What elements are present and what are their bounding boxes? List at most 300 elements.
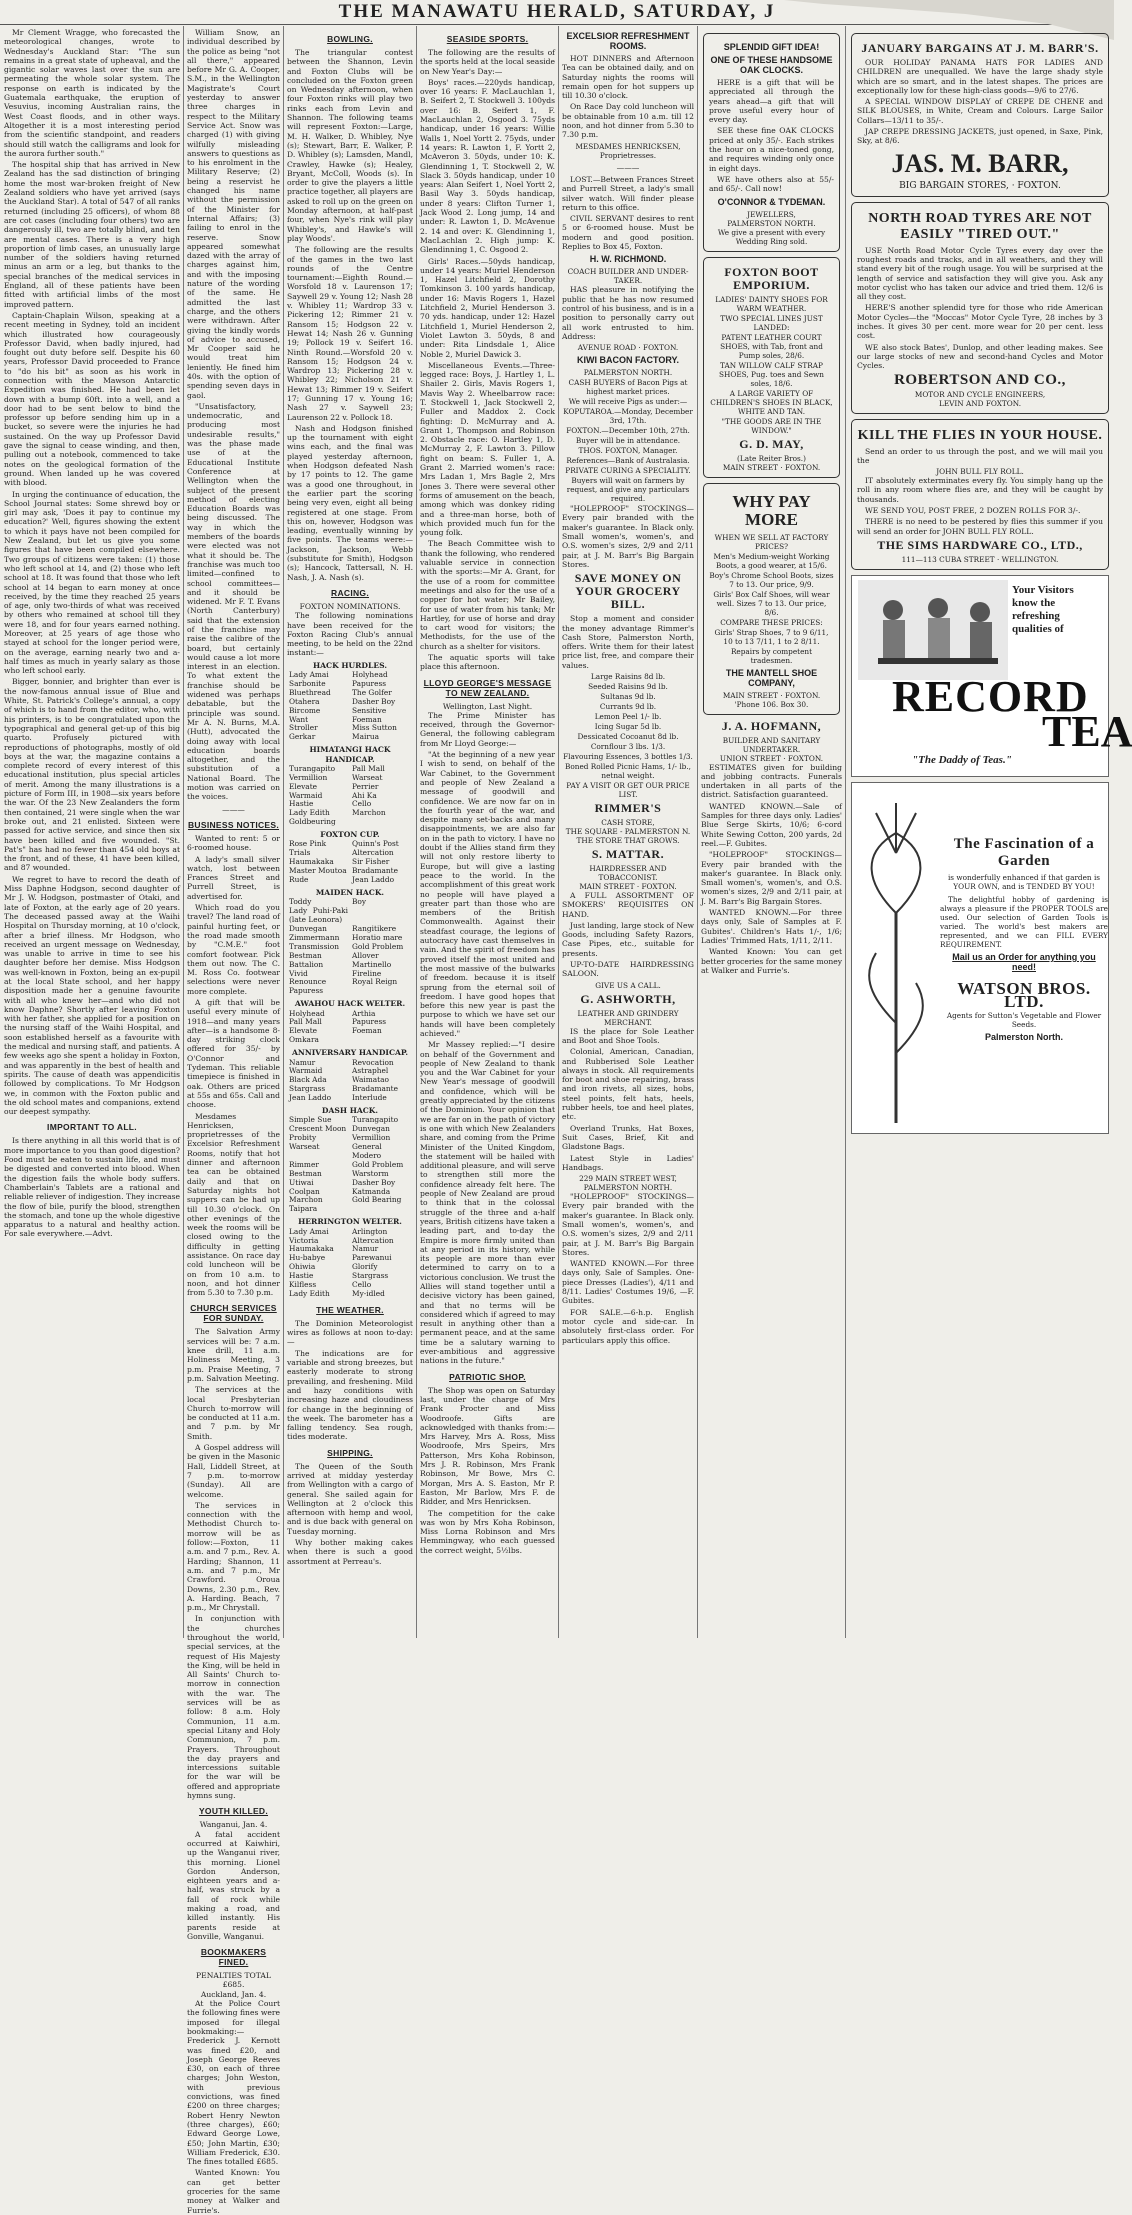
- horse-name: Simple Sue: [289, 1115, 332, 1125]
- horse-name: Crescent Moon: [289, 1124, 347, 1134]
- ad-tyres-text: HERE'S another splendid tyre for those who ride American Motor Cycles—the "Moccas" Motor Cycle Tyre, 28 inches by 3 inches. It gives 30 per cent. more wear for 20 per cent. less cost.: [857, 303, 1103, 341]
- ad-watson: [851, 782, 1109, 1134]
- horse-name: Glorify: [352, 1262, 378, 1272]
- horse-name: Toddy: [289, 897, 312, 907]
- article-seaside: Miscellaneous Events.—Three-legged race: Boys, J. Hartley 1, L. Shailer 2. Girls, Mavis Rogers 1, Mavis Way 2. Wheelbarrow race: T. Stockwell 1, Jack Stockwell 2, Fuller and Maddox 2. Cock fighting: D. McMurray and A. Grant 1, Thompson and Robinson 2. Obstacle race: O. Hartley 1, D. McMurray 2, F. Lawton 3. Pillow fight on beam: S. Fuller 1, A. Grant 2. Married women's race: Mrs Ladan 1, Mrs Bagle 2, Mrs Jones 3. There were several other forms of amusement on the beach, among which was donkey riding and a three-man horse, both of which provided much fun for the young folk.: [420, 360, 555, 538]
- horse-name: Holyhead: [289, 1008, 325, 1018]
- horse-name: Hu-babye: [289, 1253, 326, 1263]
- horse-name: Stargrass: [289, 1084, 326, 1094]
- article-seaside: Girls' Races.—50yds handicap, under 14 years: Muriel Henderson 1, Hazel Litchfield 2, Dorothy Tomkinson 3. 100 yards handicap, under 16: Mavis Rogers 1, Hazel Litchfield 2, Muriel Henderson 3. 70 yds. handicap, under 12: Hazel Litchfield 1, Muriel Henderson 2, Violet Lawton 3. 50yds, 8 and under: Rita Lindsdale 1, Alice Noble 2, Muriel Dawick 3.: [420, 256, 555, 359]
- ad-foxton-boot: [703, 257, 840, 478]
- ad-robertson-name: ROBERTSON AND CO.,: [894, 371, 1066, 388]
- horse-name: Utiwai: [289, 1177, 314, 1187]
- ad-mattar-text: Just landing, large stock of New Goods, including Safety Razors, Case Pipes, etc., suitable for presents.: [562, 920, 694, 958]
- horse-name: Papuress: [352, 678, 387, 688]
- ad-hofmann-name: J. A. HOFMANN,: [721, 718, 822, 733]
- horse-name: Bestman: [289, 1168, 322, 1178]
- ad-record-tea-word: TEA: [1042, 706, 1132, 756]
- ad-line: Icing Sugar 5d lb.: [594, 721, 662, 731]
- horse-name: Cello: [352, 1280, 372, 1290]
- ad-foxton-boot-name: FOXTON BOOT EMPORIUM.: [724, 264, 819, 292]
- ad-watson-text: is wonderfully enhanced if that garden is YOUR OWN, and is TENDED BY YOU!: [947, 872, 1101, 891]
- horse-name: Haumakaka: [289, 1244, 334, 1254]
- horse-name: Lady Edith: [289, 1288, 330, 1298]
- notice: Which road do you travel? The land road of painful hurting feet, or the road made smooth by "C.M.E." foot comfort footwear. Pick them out now. The C. M. Ross Co. footwear selections were never more complete.: [187, 903, 280, 996]
- horse-name: Royal Reign: [352, 977, 398, 987]
- horse-name: Foeman: [352, 1026, 382, 1036]
- notice: The services at the local Presbyterian Church to-morrow will be conducted at 11 a.m. and 7 p.m. by Mr Smith.: [187, 1385, 280, 1441]
- horse-name: Sensitive: [352, 705, 387, 715]
- horse-name: Mairua: [352, 732, 380, 742]
- ad-wanted: WANTED KNOWN.—For three days only, Sale of Samples. One-piece Dresses (Ladies'), 4/11 and 8/11. Ladies' Costumes 19/6, —F. Gubites.: [562, 1259, 694, 1306]
- horse-name: Papuress: [352, 1017, 387, 1027]
- horse-name: Rimmer: [289, 1159, 319, 1169]
- ad-watson-name: WATSON BROS. LTD.: [957, 978, 1091, 1011]
- column-rule: [845, 26, 846, 1638]
- horse-name: Interlude: [352, 1093, 387, 1103]
- race-name: DASH HACK.: [321, 1106, 379, 1116]
- horse-name: Fireline: [352, 968, 382, 978]
- horse-name: Namur: [352, 1244, 379, 1254]
- ad-mattar-text: UP-TO-DATE HAIRDRESSING SALOON.: [562, 960, 694, 979]
- ad-line: Sultanas 9d lb.: [600, 691, 656, 701]
- horse-name: Bluethread: [289, 687, 331, 697]
- column-rule: [697, 26, 698, 1638]
- ad-foxton-boot-address: MAIN STREET · FOXTON.: [722, 462, 821, 472]
- horse-name: Hastie: [289, 799, 314, 809]
- ad-line: Boy's Chrome School Boots, sizes 7 to 13. Our price, 9/9.: [709, 570, 834, 589]
- ad-record-brand: RECORD: [892, 671, 1089, 721]
- ad-clocks-address: PALMERSTON NORTH.: [727, 218, 816, 228]
- ad-flies-title: KILL THE FLIES IN YOUR HOUSE.: [857, 427, 1103, 443]
- article-blue-and-white: Bigger, bonnier, and brighter than ever is the now-famous annual issue of Blue and White, St. Patrick's College's annual, a copy of which is to hand from the editor, who, with his printers, is to be congratulated upon the typographical and general get-up of this big quarto. Profusely pictured with reproductions of photographs, mostly of old boys at the war, the magazine contains a complete record of every interest of this educational institution, plus special articles of merit. Among the many illustrations is a picture of Form III, in 1908—six years before the war. Of the 23 New Zealanders the form then contained, 21 were single when the war broke out, and 21 enlisted. Sixteen were passed for active service, and since then six have been killed and five wounded. "St. Pat's" has had no fewer than 454 old boys at the front, and of these, 41 have been killed, and 87 wounded.: [4, 677, 180, 873]
- horse-name: Probity: [289, 1133, 317, 1143]
- column-rule: [416, 26, 417, 1638]
- article-shipping: The Queen of the South arrived at midday yesterday from Wellington with a cargo of general. She sailed again for Wellington at 2 o'clock this afternoon with hemp and wool, and is due back with general on Tuesday morning.: [287, 1461, 413, 1536]
- advt-chamberlain: Is there anything in all this world that is of more importance to you than good digestion? Food must be eaten to sustain life, and must be digested and converted into blood. When the digestion fails the whole body suffers. Chamberlain's Tablets are a rational and reliable reliever of indigestion. They increase the flow of bile, purify the blood, strengthen the stomach, and tone up the whole digestive apparatus to a natural and healthy action. For sale everywhere.—Advt.: [4, 1136, 180, 1239]
- heading-important: IMPORTANT TO ALL.: [47, 1122, 137, 1133]
- ad-why-pay-lines: [709, 552, 834, 665]
- ad-why-pay-sub: WHEN WE SELL AT FACTORY PRICES?: [714, 532, 829, 551]
- horse-name: Vermillion: [352, 1133, 391, 1143]
- ad-line: Boned Rolled Picnic Hams, 1/- lb., netnal weight.: [565, 761, 691, 780]
- ad-rimmer-address: THE SQUARE - PALMERSTON N.: [565, 826, 691, 836]
- ad-line: Currants 9d lb.: [599, 701, 657, 711]
- horse-name: Rangitikere: [352, 924, 397, 934]
- article-patriotic: The Shop was open on Saturday last, under the charge of Mrs Frank Procter and Miss Woodroofe. Gifts are acknowledged with thanks from:—Mrs Harvey, Mrs A. Ross, Miss Woodroofe, Mrs Speirs, Mrs Patterson, Mrs Koha Robinson, Mrs J. R. Robinson, Mrs Frank Robinson, Mr Bowe, Mrs C. Morgan, Mrs A. S. Easton, Mr P. Easton, Mr Barlow, Mrs F. de Ridder, and Mrs Henricksen.: [420, 1385, 555, 1507]
- race-horse-list: [287, 1059, 413, 1104]
- horse-name: Sir Fisher: [352, 857, 390, 867]
- ad-ashworth-sub: LEATHER AND GRINDERY MERCHANT.: [577, 1008, 679, 1027]
- horse-name: Boy: [352, 897, 367, 907]
- ad-holeproof: "HOLEPROOF" STOCKINGS—Every pair branded with the maker's guarantee. In Black only. Small women's, women's, and O.S. women's sizes, 2/9 and 2/11 pair, at J. M. Barr's Big Bargain Stores.: [562, 1192, 694, 1257]
- ad-ashworth-text: Latest Style in Ladies' Handbags.: [562, 1153, 694, 1172]
- ad-flies: [851, 419, 1109, 570]
- dateline: Auckland, Jan. 4.: [200, 1989, 267, 1999]
- horse-name: Namur: [289, 1057, 316, 1067]
- horse-name: Rose Pink: [289, 839, 327, 849]
- ad-rimmer-text: Stop a moment and consider the money advantage Rimmer's Cash Store, Palmerston North, offers. Write them for their latest price list, free, and compare their values.: [562, 614, 694, 670]
- horse-name: Lady Puhi-Paki (late Leonora): [289, 906, 348, 925]
- horse-name: Goldbeuring: [289, 817, 336, 827]
- article-hodgson-death: We regret to have to record the death of Miss Daphne Hodgson, second daughter of Mr J. W. Hodgson, postmaster of Otaki, and late of Foxton, at the early age of 20 years. The deceased passed away at the Waihi Hospital on Thursday morning, at 10 o'clock, after a brief illness. Mr Hodgson, who received an urgent message on Wednesday, was unable to arrive in time to see his daughter before her demise. Miss Hodgson was well-known in Foxton, being an ex-pupil at the local State school, and her happy disposition made her a genuine favourite with all who knew her—and who did not know Daphne? Shortly after leaving Foxton with her father, she applied for a position on the nursing staff of the Waihi Hospital, and soon established herself as a favourite with the medical and nursing staff, and patients. A few weeks ago she spent a holiday in Foxton, and was apparently in the best of health and spirits. The cause of death was appendicitis followed by complications. To Mr Hodgson we, in common with the Foxton public and the old school mates and companions, extend our deepest sympathy.: [4, 874, 180, 1117]
- horse-name: Elevate: [289, 1026, 318, 1036]
- horse-name: Bestman: [289, 950, 322, 960]
- masthead: THE MANAWATU HERALD, SATURDAY, J: [0, 0, 1114, 25]
- horse-name: Otahera: [289, 696, 320, 706]
- ad-ashworth-name: G. ASHWORTH,: [580, 991, 676, 1006]
- horse-name: Lady Amai: [289, 670, 329, 679]
- horse-name: Sarbonite: [289, 678, 326, 688]
- race-horse-list: [287, 671, 413, 742]
- race-name: MAIDEN HACK.: [315, 888, 385, 898]
- notice: Wanted Known: You can get better groceries for the same money at Walker and Furrie's.: [187, 2168, 280, 2215]
- ad-holeproof: "HOLEPROOF" STOCKINGS—Every pair branded with the maker's guarantee. In Black only. Small women's, women's, and O.S. women's sizes, 2/9 and 2/11 pair, at J. M. Barr's Big Bargain Stores.: [701, 850, 842, 906]
- heading-patriotic: PATRIOTIC SHOP.: [449, 1371, 526, 1382]
- tea-party-illustration: [858, 580, 1008, 680]
- column-3: [287, 28, 413, 1636]
- horse-name: The Golfer: [352, 687, 392, 697]
- horse-name: Elevate: [289, 781, 318, 791]
- horse-name: Renounce: [289, 977, 327, 987]
- ad-line: FOXTON.—December 10th, 27th.: [566, 426, 690, 436]
- ad-clocks-foot: We give a present with every Wedding Ring sold.: [717, 227, 826, 246]
- ad-for-sale: FOR SALE.—6-h.p. English motor cycle and side-car. In absolutely first-class order. For particulars apply this office.: [562, 1307, 694, 1345]
- ad-watson-address: Palmerston North.: [984, 1031, 1063, 1042]
- horse-name: Stargrass: [352, 1271, 389, 1281]
- article-hospital-ship: The hospital ship that has arrived in New Zealand has the sad distinction of bringing home the most war-broken freight of New Zealand soldiers who have yet arrived (says the Auckland Star). A total of 547 of all ranks returned (including 25 officers), of whom 88 are cot cases (including four others) two are dangerously ill, two are totally blind, and ten are mental cases. There is a very high proportion of limb cases, an unusually large number of the soldiers having returned minus an arm or a leg, but thanks to the special branches of the medical services in England, all of these patients have been fitted with artificial limbs of the most improved pattern.: [4, 160, 180, 309]
- column-rule: [558, 26, 559, 1638]
- horse-name: Foeman: [352, 714, 382, 724]
- race-name: HERRINGTON WELTER.: [298, 1217, 402, 1227]
- ad-wanted: WANTED KNOWN.—Sale of Samples for three days only. Ladies' Blue Serge Skirts, 10/6; 6-cord White Sewing Cotton, 200 yards, 2d reel.—F. Gubites.: [701, 801, 842, 848]
- ad-tyres-text: WE also stock Bates', Dunlop, and other leading makes. See our large stocks of new and second-hand Cycles and Motor Cycles.: [857, 342, 1103, 371]
- race-horse-list: [287, 1010, 413, 1046]
- notice: A lady's small silver watch, lost between Frances Street and Purrell Street, is advertised for.: [187, 854, 280, 901]
- ad-hofmann-address: UNION STREET · FOXTON.: [719, 753, 824, 763]
- horse-name: Horatio mare: [352, 932, 403, 942]
- ad-rimmer-call: PAY A VISIT OR GET OUR PRICE LIST.: [566, 780, 690, 799]
- ad-lost: LOST.—Between Frances Street and Purrell Street, a lady's small silver watch. Will finder please return to this office.: [562, 174, 694, 212]
- article-patriotic: The competition for the cake was won by Mrs Koha Robinson, Miss Lorna Robinson and Mrs Hemmingway, who each guessed the correct weight, 5½lbs.: [420, 1508, 555, 1555]
- heading-shipping: SHIPPING.: [327, 1447, 373, 1458]
- ad-clocks-sub2: JEWELLERS,: [747, 209, 796, 219]
- ad-kiwi-title: KIWI BACON FACTORY.: [576, 355, 679, 366]
- ad-flies-text: WE SEND YOU, POST FREE, 2 DOZEN ROLLS FOR 3/-.: [865, 506, 1081, 516]
- ad-line: COMPARE THESE PRICES:: [720, 617, 823, 627]
- horse-name: Haumakaka: [289, 857, 334, 867]
- article-education-boards: "Unsatisfactory, undemocratic, and producing most undesirable results," was the phase made use of at the Educational Institute Conference at Wellington when the subject of the present method of electing Education Boards was being discussed. The way in which the members of the boards were elected was not what it should be. The franchise was much too limited—confined to school committees—and it should be widened. Mr F. T. Evans (North Canterbury) said that the extension of the franchise may raise the calibre of the board, but certainly would cause a lot more interest in an election. To what extent the franchise should be widened was perhaps debatable, but the principle was sound. Mr A. N. Burns, M.A. (Hutt), advocated the doing away with local education boards altogether, and the substitution of a National Board. The motion was carried on the voices.: [187, 401, 280, 802]
- ad-line: CASH BUYERS of Bacon Pigs at highest market prices.: [568, 378, 688, 397]
- ad-foxton-boot-lines: [709, 295, 834, 435]
- ad-mattar-text: A FULL ASSORTMENT OF SMOKERS' REQUISITES ON HAND.: [562, 890, 694, 919]
- horse-name: Astraphel: [352, 1066, 389, 1076]
- heading-seaside: SEASIDE SPORTS.: [446, 34, 529, 44]
- notice: The services in connection with the Methodist Church to-morrow will be as follow:—Foxton, 11 a.m. and 7 p.m., Rev. A. Harding; Shannon, 11 a.m. and 7 p.m., Mr Crawford. Oroua Downs, 2.30 p.m., Rev. A. Harding. Beach, 7 p.m., Mr Chrystall.: [187, 1500, 280, 1613]
- heading-bookmakers: BOOKMAKERS FINED.: [200, 1947, 267, 1968]
- race-name: AWAHOU HACK WELTER.: [294, 999, 406, 1009]
- horse-name: Vermillion: [289, 772, 328, 782]
- horse-name: Lady Edith: [289, 808, 330, 818]
- horse-name: Turangapito: [352, 1115, 399, 1125]
- horse-name: Lady Amai: [289, 1226, 329, 1236]
- ad-line: PRIVATE CURING A SPECIALITY.: [565, 466, 691, 476]
- ad-watson-sub: Agents for Sutton's Vegetable and Flower Seeds.: [946, 1010, 1102, 1029]
- ad-mattar-name: S. MATTAR.: [591, 846, 665, 861]
- ad-richmond-text: HAS pleasure in notifying the public that he has now resumed control of his business, and is in a position to personally carry out all work entrusted to him. Address:: [562, 285, 694, 341]
- horse-name: Papuress: [289, 986, 324, 996]
- article-weather: The indications are for variable and strong breezes, but easterly moderate to strong prevailing, and freshening. Mild and hazy conditions with increasing haze and cloudiness for change in the beginning of the week. The barometer has a falling tendency. Sea rough, tides moderate.: [287, 1348, 413, 1442]
- ad-line: PATENT LEATHER COURT SHOES, with Tab, front and Pump soles, 28/6.: [720, 332, 823, 360]
- horse-name: Vivid: [289, 968, 308, 978]
- ad-line: LADIES' DAINTY SHOES FOR WARM WEATHER.: [715, 294, 828, 313]
- horse-name: Dunvegan: [352, 1124, 390, 1134]
- horse-name: Marchon: [289, 1195, 323, 1205]
- ad-rimmer-tagline: THE STORE THAT GROWS.: [576, 835, 680, 845]
- horse-name: Battalion: [289, 959, 324, 969]
- ad-foxton-boot-owner: G. D. MAY,: [739, 436, 804, 451]
- heading-bowling: BOWLING.: [327, 34, 373, 44]
- dateline: Wanganui, Jan. 4.: [199, 1820, 268, 1830]
- ad-barr-text: OUR HOLIDAY PANAMA HATS FOR LADIES AND CHILDREN are unequalled. We have the large shady style which are so smart, and in the latest shapes. The prices are exceptionally low for these high-class goods—9/6 to 27/6.: [857, 58, 1103, 95]
- horse-name: Perrier: [352, 781, 379, 791]
- ad-kiwi-sub: PALMERSTON NORTH.: [583, 368, 673, 378]
- race-name: ANNIVERSARY HANDICAP.: [291, 1048, 408, 1058]
- ad-mattar-sub: HAIRDRESSER AND TOBACCONIST.: [589, 863, 667, 882]
- article-bowling: The following are the results of the games in the two last rounds of the Centre tournament:—Eighth Round.—Worsfold 18 v. Laurenson 17; Saywell 29 v. Young 12; Nash 28 v. Whibley 11; Wardrop 33 v. Pickering 12; Rimmer 21 v. Ransom 15; Hodgson 22 v. Hewat 14; Nash 26 v. Gunning 19; Pollock 19 v. Seifert 16. Ninth Round.—Worsfold 20 v. Ransom 15; Hodgson 24 v. Wardrop 13; Pickering 28 v. Whibley 22; Nicholson 21 v. Hewat 13; Rimmer 19 v. Seifert 17; Gunning 17 v. Young 16; Nash 27 v. Saywell 23; Laurenson 22 v. Pollock 18.: [287, 245, 413, 422]
- ad-watson-call: Mail us an Order for anything you need!: [952, 951, 1096, 972]
- ad-tyres-text: USE North Road Motor Cycle Tyres every day over the roughest roads and tracks, and in all weathers, and they will stand every bit of the rough usage. You will be surprised at the length of service and satisfaction they will give you. Ask any motor cyclist who has taken our advice and tried them. 12/6 is all they cost.: [857, 245, 1103, 302]
- ad-excelsior-signature: MESDAMES HENRICKSEN, Proprietresses.: [575, 141, 681, 160]
- article-bowling: Nash and Hodgson finished up the tournament with eight wins each, and the final was played yesterday afternoon, when Hodgson defeated Nash by 17 points to 12. The game was a good one throughout, in the earlier part the scoring being very even, eight all being registered at one stage. From this on, however, Hodgson was leading, eventually winning by five points. The teams were:—Jackson, Jackson, Webb (substitute for Smith), Hodgson (s); Hancock, Tattersall, N. H. Nash, J. A. Nash (s).: [287, 423, 413, 582]
- horse-name: Parewanui: [352, 1253, 392, 1263]
- horse-name: Victoria: [289, 1235, 319, 1245]
- ad-line: We will receive Pigs as under:—: [568, 397, 688, 407]
- ad-rimmer-headline: SAVE MONEY ON YOUR GROCERY BILL.: [574, 571, 682, 612]
- article-lloyd-george: "At the beginning of a new year I wish to send, on behalf of the War Cabinet, to the Government and people of New Zealand a message of goodwill and confidence. We are now far on in the fourth year of the war, and despite many set-backs and many disappointments, we are also far on in the path to victory. I have no doubt if the Allies stand firm they will not only restore liberty to Europe, but will give a lasting peace to the world. In the accomplishment of this great work no people will have played a greater part than those who are members of the British Commonwealth. Against their steadfast courage, the legions of autocracy have cast themselves in vain. And the spirit of freedom has proved itself the most united and the most massive of the bulwarks of freedom. because it is itself sprung from the eternal soil of freedom. I have good hopes that before this new year is past the purpose to which we have set our hands will have been completely achieved.": [420, 750, 555, 1038]
- ad-clocks-name: O'CONNOR & TYDEMAN.: [717, 196, 826, 207]
- horse-name: Revocation: [352, 1057, 394, 1067]
- article-professor-david: Captain-Chaplain Wilson, speaking at a recent meeting in Sydney, told an incident which illustrated how courageously Professor David, when badly injured, had fought out duty before self. Despite his 60 years, Professor David proceeded to France to "do his bit" as soon as his work in connection with the Mawson Antarctic Expedition was finished. He had been let down with a bump 60ft. into a well, and a door had to be sent below to bind the professor up before sending him up in a bucket, so severe were the injuries he had sustained. On the way up Professor David gave the signal to cease winding, and then, pulling out a notebook, commenced to take notes on the geological formation of the ground. When landed up he was covered with blood.: [4, 310, 180, 488]
- article-seaside: The following are the results of the sports held at the local seaside on New Year's Day:—: [420, 48, 555, 76]
- racing-intro: The following nominations have been received for the Foxton Racing Club's annual meeting, to be held on the 22nd instant:—: [287, 611, 413, 658]
- ad-sims-address: 111—113 CUBA STREET · WELLINGTON.: [901, 554, 1059, 564]
- horse-name: Jean Laddo: [352, 875, 395, 885]
- ad-barr-title: JANUARY BARGAINS AT J. M. BARR'S.: [861, 41, 1099, 55]
- horse-name: Turangapito: [289, 763, 336, 773]
- ad-ashworth-text: IS the place for Sole Leather and Boot and Shoe Tools.: [562, 1026, 694, 1045]
- ad-line: "THE GOODS ARE IN THE WINDOW.": [721, 416, 822, 435]
- ad-clocks: [703, 33, 840, 252]
- article-seaside: Boys' races.—220yds handicap, over 16 years: F. MacLauchlan 1, B. Seifert 2, T. Stockwell 3. 100yds over 16: B. Seifert 1, F. MacLauchlan 2, Osgood 3. 75yds handicap, under 16 years: Willie Walls 1, Noel Yortt 2. 75yds, under 14 years: R. Lawton 1, F. Yortt 2, McAveron 3. 50yds, under 10: K. Glendinning 1, T. Stockwell 2, W. Slack 3. 50yds handicap, under 10 years: Alan Seifert 1, Noel Yortt 2, Basil Way 3. 50yds handicap, under 8 years: Clifton Turner 1, Jack Wood 2. Long jump, 14 and under: R. Lawton 1, D. McAvenue 2. 14 and over: K. Glendinning 1, MacLachlan 2. High jump: K. Glendinning 1, C. Osgood 2.: [420, 77, 555, 255]
- horse-name: Gerkar: [289, 732, 316, 742]
- column-7: [849, 28, 1132, 1636]
- ad-clocks-text: SEE these fine OAK CLOCKS priced at only 35/-. Each strikes the hour on a nice-toned gong, and requires winding only once in eight days.: [709, 126, 834, 173]
- horse-name: [352, 818, 411, 827]
- horse-name: Pall Mall: [289, 1017, 322, 1027]
- heading-business: BUSINESS NOTICES.: [187, 819, 280, 830]
- ad-line: TAN WILLOW CALF STRAP SHOES, Pug. toes and Sewn soles, 18/6.: [719, 360, 824, 388]
- ad-excelsior-text: HOT DINNERS and Afternoon Tea can be obtained daily, and on Saturday nights the rooms will remain open for hot suppers up till 10.30 o'clock.: [562, 54, 694, 101]
- notice: A gift that will be useful every minute of 1918—and many years after—is a handsome 8-day striking clock offered for 35/- by O'Connor and Tydeman. This reliable timepiece is finished in oak. Others are priced at 55s and 65s. Call and choose.: [187, 997, 280, 1110]
- horse-name: Rude: [289, 875, 309, 885]
- article-seaside: The aquatic sports will take place this afternoon.: [420, 653, 555, 672]
- ad-rimmer-name: RIMMER'S: [594, 800, 662, 815]
- notice: Wanted to rent: 5 or 6-roomed house.: [187, 833, 280, 853]
- ad-watson-body: [940, 833, 1108, 1045]
- notice: Why bother making cakes when there is such a good assortment at Perreau's.: [287, 1538, 413, 1566]
- ad-mattar-address: MAIN STREET · FOXTON.: [579, 881, 677, 891]
- ad-robertson-address: LEVIN AND FOXTON.: [938, 398, 1022, 408]
- heading-racing: RACING.: [331, 587, 369, 598]
- heading-lloyd-george: LLOYD GEORGE'S MESSAGE TO NEW ZEALAND.: [423, 677, 552, 698]
- article-youth-killed: A fatal accident occurred at Kaiwhiri, up the Wanganui river, this morning. Lionel Gordon Anderson, eighteen years and a-half, was struck by a fall of rock while making a road, and killed instantly. His parents reside at Gonville, Wanganui.: [187, 1829, 280, 1941]
- ad-richmond-sub: COACH BUILDER AND UNDER-TAKER.: [567, 267, 689, 286]
- ad-robertson-sub: MOTOR AND CYCLE ENGINEERS,: [914, 389, 1046, 399]
- ad-tyres-title: NORTH ROAD TYRES ARE NOT EASILY "TIRED OUT.": [868, 210, 1092, 242]
- horse-name: Transmission: [289, 941, 339, 951]
- horse-name: Warseat: [289, 1142, 320, 1152]
- horse-name: Miss Sutton: [352, 723, 397, 733]
- heading-church: CHURCH SERVICES FOR SUNDAY.: [190, 1303, 277, 1324]
- horse-name: Trials: [289, 848, 311, 858]
- horse-name: Dasher Boy: [352, 1177, 396, 1187]
- ad-line: References—Bank of Australasia.: [566, 456, 690, 466]
- column-rule: [183, 26, 184, 1638]
- ad-clocks-sub: ONE OF THESE HANDSOME OAK CLOCKS.: [710, 55, 833, 75]
- ad-excelsior-text: On Race Day cold luncheon will be obtainable from 10 a.m. till 12 noon, and hot dinner from 5.30 to 7.30 p.m.: [562, 102, 694, 140]
- notice: Mesdames Henricksen, proprietresses of the Excelsior Refreshment Rooms, notify that hot dinner and afternoon tea can be obtained daily and that on Saturday nights hot suppers can be had up till 10.30 o'clock. On other evenings of the week the rooms will be closed owing to the difficulty in getting assistance. On race day cold luncheon will be on from 10 a.m. to noon, and hot dinner from 5.30 to 7.30 p.m.: [187, 1111, 280, 1298]
- ad-flies-product: JOHN BULL FLY ROLL.: [936, 467, 1024, 477]
- ad-line: Cornflour 3 lbs. 1/3.: [590, 741, 666, 751]
- column-4: [420, 28, 555, 1636]
- horse-name: Martinello: [352, 959, 392, 969]
- ad-line: Large Raisins 8d lb.: [590, 671, 666, 681]
- ad-clocks-text: HERE is a gift that will be appreciated all through the years ahead—a gift that will prove useful every hour of every day.: [709, 78, 834, 125]
- ad-watson-title: The Fascination of a Garden: [953, 835, 1095, 869]
- ad-kiwi-body: [562, 378, 694, 503]
- horse-name: Taipara: [289, 1204, 318, 1214]
- ad-ashworth-text: Colonial, American, Canadian, and Rubberised Sole Leather always in stock. All requirements for boot and shoe repairing, brass and iron rivets, all sizes, hobs, steel points, felt hats, heels, rubber heels, toe and heel plates, etc.: [562, 1047, 694, 1122]
- ad-clocks-title: SPLENDID GIFT IDEA!: [723, 42, 820, 52]
- horse-name: [352, 1205, 411, 1214]
- ad-richmond-address: AVENUE ROAD · FOXTON.: [577, 343, 679, 353]
- article-education: In urging the continuance of education, the School Journal states: Some shrewd boy or girl may ask, 'Does it pay to continue my education?' Well, figures showing the extent to which it pays have not been compiled for New Zealand, but let us give you some figures that have been compiled elsewhere. Two groups of citizens were taken: (1) those who left school at 14, and (2) those who left school at 18. It was found that those who left school at 14 began to earn money at once received, by the time they reached 25 years of age, only two-thirds of what was received by others who remained at school till they were 18, and for four years earned nothing. Moreover, at 25 years of age those who stayed at school for the longer period were, on the average, earning nearly two and a-half times as much in yearly salary as those who left school early.: [4, 489, 180, 676]
- ad-sims-name: THE SIMS HARDWARE CO., LTD.,: [877, 537, 1083, 552]
- horse-name: Pall Mall: [352, 763, 385, 773]
- ad-rimmer-price-list: [562, 672, 694, 780]
- ad-mantell-phone: 'Phone 106. Box 30.: [734, 699, 809, 709]
- ad-hofmann-text: ESTIMATES given for building and jobbing contracts. Funerals undertaken in all parts of the district. Satisfaction guaranteed.: [701, 762, 842, 800]
- horse-name: Coolpan: [289, 1186, 320, 1196]
- subheading: PENALTIES TOTAL £685.: [196, 1971, 271, 1990]
- ad-line: TWO SPECIAL LINES JUST LANDED:: [720, 313, 823, 332]
- race-horse-list: [287, 765, 413, 827]
- horse-name: Gold Bearing: [352, 1195, 402, 1205]
- ad-excelsior-title: EXCELSIOR REFRESHMENT ROOMS.: [566, 31, 690, 51]
- ad-clocks-text: WE have others also at 55/- and 65/-. Call now!: [709, 174, 834, 194]
- horse-name: Ohiwia: [289, 1262, 316, 1272]
- notice: In conjunction with the churches throughout the world, special services, at the request of His Majesty the King, will be held in All Saints' Church to-morrow in connection with the war. The services will be as follow: 8 a.m. Holy Communion, 11 a.m. special Litany and Holy Communion, 7 p.m. Prayers. Throughout the day prayers and intercessions suitable for the war will be offered and appropriate hymns sung.: [187, 1614, 280, 1801]
- horse-name: Zimmermann: [289, 932, 340, 942]
- race-horse-list: [287, 898, 413, 996]
- horse-name: Warmaid: [289, 1066, 323, 1076]
- ad-barr-text: A SPECIAL WINDOW DISPLAY of CREPE DE CHENE and SILK BLOUSES, in White, Cream and Colours. Large Sailor Collars—13/11 to 35/-.: [857, 97, 1103, 125]
- horse-name: Want: [289, 714, 309, 724]
- horse-name: Quinn's Post: [352, 839, 399, 849]
- ad-line: A LARGE VARIETY OF CHILDREN'S SHOES IN BLACK, WHITE AND TAN.: [710, 388, 833, 416]
- horse-name: Dasher Boy: [352, 696, 396, 706]
- horse-name: Waimatao: [352, 1075, 389, 1085]
- daffodil-illustration: [856, 793, 936, 1123]
- article-wragge: Mr Clement Wragge, who forecasted the meteorological changes, wrote to Wednesday's Auckland Star: "The sun remains in a great state of upheaval, and the gigantic solar waves last over the sun are permeating the whole solar system. The response on earth is indicated by the Guatemala earthquake, the eruption of Vesuvius, incoming Australian rains, the West Coast floods, and in other ways. Altogether it is a most interesting period from the scientific standpoint, and readers should still watch the calligrams and look for the aurora further south.": [4, 28, 180, 158]
- notice: The Salvation Army services will be: 7 a.m. knee drill, 11 a.m. Holiness Meeting, 3 p.m. Praise Meeting, 7 p.m. Salvation Meeting.: [187, 1327, 280, 1383]
- column-6: [701, 28, 842, 1636]
- column-1: [4, 28, 180, 1636]
- ad-watson-text: The delightful hobby of gardening is always a pleasure if the PROPER TOOLS are used. Our selection of Garden Tools is varied. The world's best makers are represented, and we can FILL EVERY REQUIREMENT.: [940, 894, 1108, 949]
- dateline: Wellington, Last Night.: [442, 701, 533, 711]
- horse-name: Arthia: [352, 1008, 376, 1018]
- ad-line: KOPUTAROA.—Monday, December 3rd, 17th.: [563, 407, 693, 426]
- ad-line: Lemon Peel 1/- lb.: [594, 711, 662, 721]
- race-name: HACK HURDLES.: [312, 660, 388, 670]
- horse-name: Dunvegan: [289, 924, 327, 934]
- heading-weather: THE WEATHER.: [316, 1304, 384, 1315]
- ad-line: Girls' Strap Shoes, 7 to 9 6/11, 10 to 13 7/11, 1 to 2 8/11.: [714, 627, 829, 646]
- column-2: William Snow, an individual described by the police as being "not all there," appeared before Mr G. A. Cooper, S.M., in the Wellington Magistrate's Court yesterday to answer three charges in respect to the Military Service Act. Snow was charged (1) with giving wilfully misleading answers to questions as to his enrolment in the Military Reserve; (2) being a reservist he changed his name without the permission of the Minister for Internal Affairs; (3) failing to enrol in the reserve. Snow appeared somewhat dazed with the array of charges against him, and with the imposing nature of the wording of the same. He admitted the last charge, and the others were withdrawn. After giving the kindly words of advice to accused, Mr Cooper said he would treat him leniently. He fined him 40s. with the option of spending seven days in gaol. "Unsatisfactory, undemocratic, and producing most undesirable results," was the phase made use of at the Educational Institute Conference at Wellington when the subject of the present method of electing Education Boards was being discussed. The way in which the members of the boards were elected was not what it should be. The franchise was much too limited—confined to school committees—and it should be widened. Mr F. T. Evans (North Canterbury) said that the extension of the franchise may raise the calibre of the board, but certainly would cause a lot more interest in an election. To what extent the franchise should be widened was perhaps debatable, but the principle was sound. Mr A. N. Burns, M.A. (Hutt), advocated the doing away with local education boards altogether, and the substitution of a National Board. The motion was carried on the voices. ——— BUSINESS NOTICES. Wanted to rent: 5 or 6-roomed house. A lady's small silver watch, lost between Frances Street and Purrell Street, is advertised for. Which road do you travel? The land road of painful hurting feet, or the road made smooth by "C.M.E." foot comfort footwear. Pick them out now. The C. M. Ross Co. footwear selections were never more complete. A gift that will be useful every minute of 1918—and many years after—is a handsome 8-day striking clock offered for 35/- by O'Connor and Tydeman. This reliable timepiece is finished in oak. Others are priced at 55s and 65s. Call and choose. Mesdames Henricksen, proprietresses of the Excelsior Refreshment Rooms, notify that hot dinner and afternoon tea can be obtained daily and that on Saturday nights hot suppers can be had up till 10.30 o'clock. On other evenings of the week the rooms will be closed owing to the difficulty in getting assistance. On race day cold luncheon will be on from 10 a.m. to noon, and hot dinner from 5.30 to 7.30 p.m. CHURCH SERVICES FOR SUNDAY. The Salvation Army services will be: 7 a.m. knee drill, 11 a.m. Holiness Meeting, 3 p.m. Praise Meeting, 7 p.m. Salvation Meeting. The services at the local Presbyterian Church to-morrow will be conducted at 11 a.m. and 7 p.m. by Mr Smith. A Gospel address will be given in the Masonic Hall, Liddell Street, at 7 p.m. to-morrow (Sunday). All are welcome. The services in connection with the Methodist Church to-morrow will be as follow:—Foxton, 11 a.m. and 7 p.m., Rev. A. Harding; Shannon, 11 a.m. and 7 p.m., Mr Crawford. Oroua Downs, 2.30 p.m., Rev. A. Harding. Beach, 7 p.m., Mr Chrystall. In conjunction with the churches throughout the world, special services, at the request of His Majesty the King, will be held in All Saints' Church to-morrow in connection with the war. The services will be as follow: 8 a.m. Holy Communion, 11 a.m. special Litany and Holy Communion, 7 p.m. Prayers. Throughout the day prayers and intercessions suitable for the war will be offered and appropriate hymns sung. YOUTH KILLED. Wanganui, Jan. 4. A fatal accident occurred at Kaiwhiri, up the Wanganui river, this morning. Lionel Gordon Anderson, eighteen years and a-half, was struck by a fall of rock while making a road, and killed instantly. His parents reside at Gonville, Wanganui. BOOKMAKERS FINED. PENALTIES TOTAL £685. Auckland, Jan. 4. At the Police Court the following fines were imposed for illegal bookmaking:—Frederick J. Kernott was fined £20, and Joseph George Reeves £30, on each of three charges; John Weston, with previous convictions, was fined £200 on three charges; Robert Henry Newton (three charges), £60; Edward George Lowe, £50; John Martin, £30; William Frederick, £30. The fines totalled £685. Wanted Known: You can get better groceries for the same money at Walker and Furrie's.: [187, 28, 280, 2215]
- horse-name: [352, 1036, 411, 1045]
- horse-name: Warmaid: [289, 790, 323, 800]
- horse-name: Arlington: [352, 1226, 388, 1236]
- ad-mantell-address: MAIN STREET · FOXTON.: [722, 690, 821, 700]
- ad-wanted: Wanted Known: You can get better groceries for the same money at Walker and Furrie's.: [701, 947, 842, 975]
- horse-name: Ahi Ka: [352, 790, 377, 800]
- race-horse-list: [287, 1116, 413, 1214]
- horse-name: Jean Laddo: [289, 1093, 332, 1103]
- ad-line: Girls' Box Calf Shoes, will wear well. Sizes 7 to 13. Our price, 8/6.: [713, 589, 830, 617]
- ad-foxton-boot-owner-sub: (Late Reiter Bros.): [737, 453, 806, 463]
- horse-name: Bradamante: [352, 866, 399, 876]
- ad-flies-text: IT absolutely exterminates every fly. You simply hang up the roll in any room where flies are, and they will be caught by thousands.: [857, 476, 1103, 504]
- race-horse-list: [287, 1228, 413, 1299]
- ad-line: Buyers will wait on farmers by request, and give any particulars required.: [566, 476, 690, 504]
- ad-line: Repairs by competent tradesmen.: [730, 646, 813, 665]
- ad-holeproof: "HOLEPROOF" STOCKINGS—Every pair branded with the maker's guarantee. In Black only. Small women's, women's, and O.S. women's sizes, 2/9 and 2/11 pair, at J. M. Barr's Big Bargain Stores.: [562, 504, 694, 569]
- ad-rimmer-sub: CASH STORE,: [601, 817, 655, 827]
- horse-name: [352, 987, 411, 996]
- ad-record-tea: [851, 575, 1132, 777]
- horse-name: Omkara: [289, 1035, 319, 1045]
- article-snow: William Snow, an individual described by the police as being "not all there," appeared before Mr G. A. Cooper, S.M., in the Wellington Magistrate's Court yesterday to answer three charges in respect to the Military Service Act. Snow was charged (1) with giving wilfully misleading answers to questions as to his enrolment in the Military Reserve; (2) being a reservist he changed his name without the permission of the Minister for Internal Affairs; (3) failing to enrol in the reserve. Snow appeared somewhat dazed with the array of charges against him, and with the imposing nature of the wording of the same. He admitted the last charge, and the others were withdrawn. After giving the kindly words of advice to accused, Mr Cooper said he would treat him leniently. He fined him 40s. with the option of spending seven days in gaol.: [187, 28, 280, 400]
- ad-barr-text: JAP CREPE DRESSING JACKETS, just opened, in Saxe, Pink, Sky, at 8/6.: [857, 127, 1103, 146]
- ad-record-slogan: "The Daddy of Teas.": [912, 753, 1012, 766]
- article-seaside: The Beach Committee wish to thank the following, who rendered valuable service in connection with the sports:—Mr A. Grant, for the use of a room for committee meetings and also for the use of a copper for hot water; Mr Bailey, for use of water from his tank; Mr Hartley, for use of horse and dray to cart wood for visitors; the Methodists, for the use of the church as a shelter for visitors.: [420, 539, 555, 651]
- horse-name: Allover: [352, 950, 379, 960]
- ad-richmond-title: H. W. RICHMOND.: [589, 254, 667, 265]
- horse-name: General Modero: [352, 1142, 382, 1160]
- ad-barr: [851, 33, 1109, 197]
- article-lloyd-george: The Prime Minister has received, through the Governor-General, the following cablegram from Mr Lloyd George:—: [420, 710, 555, 748]
- ad-civil-servant: CIVIL SERVANT desires to rent 5 or 6-roomed house. Must be modern and good position. Replies to Box 45, Foxton.: [562, 214, 694, 252]
- horse-name: Warseat: [352, 772, 383, 782]
- ad-flies-text: Send an order to us through the post, and we will mail you the: [857, 446, 1103, 465]
- ad-why-pay-headline: WHY PAY MORE: [732, 491, 811, 529]
- article-lloyd-george: Mr Massey replied:—"I desire on behalf of the Government and people of New Zealand to thank you and the War Cabinet for your New Year's message of goodwill and confidence, which will be greatly appreciated by the citizens of the Dominion. Your opinion that we are far on in the path of victory is one with which New Zealanders share, and coming from the Prime Minister of the United Kingdom, the statement will be hailed with additional pleasure, and will serve to strengthen still more the confidence already felt here. The people of New Zealand are proud to think that in the colossal struggle of the three and a-half years, British citizens have taken a leading part, and to-day the Empire is more firmly united than at any period in its history, while its people are more than ever determined to carry on to a victorious conclusion. We trust the Allies will stand together until a decisive victory has been gained, and that no terms will be considered which if agreed to may result in anything other than a permanent peace, and at the same time be a salutary warning to ever-ambitious and aggressive nations in the future.": [420, 1040, 555, 1366]
- notice: A Gospel address will be given in the Masonic Hall, Liddell Street, at 7 p.m. to-morrow (Sunday). All are welcome.: [187, 1443, 280, 1499]
- ad-line: THOS. FOXTON, Manager.: [578, 446, 678, 456]
- horse-name: Gold Problem: [352, 1159, 404, 1169]
- horse-name: Stroller: [289, 723, 318, 733]
